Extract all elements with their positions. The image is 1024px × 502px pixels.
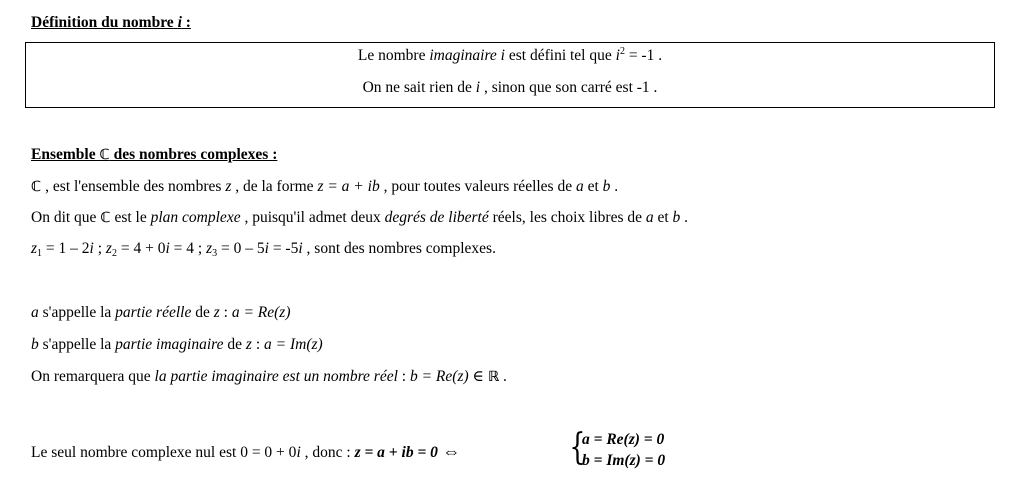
definition-box <box>25 42 995 108</box>
real-part-line: a s'appelle la partie réelle de z : a = Re(z) <box>31 304 291 321</box>
imaginary-part-line: b s'appelle la partie imaginaire de z : a = Im(z) <box>31 336 323 353</box>
ensemble-line-2: On dit que ℂ est le plan complexe , puisqu'il admet deux degrés de liberté réels, les choix libres de a et b . <box>31 209 689 226</box>
remark-line: On remarquera que la partie imaginaire est un nombre réel : b = Re(z) ∈ ℝ . <box>31 368 507 385</box>
definition-line-2: On ne sait rien de i , sinon que son carré est -1 . <box>362 79 658 96</box>
system-equation-1: a = Re(z) = 0 <box>582 431 665 448</box>
definition-line-1: Le nombre imaginaire i est défini tel que $i^2 = -1$ . <box>357 46 663 64</box>
zero-line: Le seul nombre complexe nul est 0 = 0 + 0i , donc : z = a + ib = 0 ⇔ <box>31 441 461 461</box>
system-equation-2: b = Im(z) = 0 <box>582 452 666 469</box>
ensemble-line-3: $z_1 = 1 - 2i$ ; $z_2 = 4 + 0i = 4$ ; $z_3 = 0 - 5i = -5i$ , sont des nombres complexes. <box>31 240 496 259</box>
system-brace: { <box>569 427 586 468</box>
ensemble-heading: Ensemble ℂ des nombres complexes : <box>31 146 278 163</box>
ensemble-line-1: ℂ , est l'ensemble des nombres z , de la forme z = a + ib , pour toutes valeurs réelles de a et b . <box>31 178 619 195</box>
definition-heading: Définition du nombre i : <box>31 14 191 31</box>
